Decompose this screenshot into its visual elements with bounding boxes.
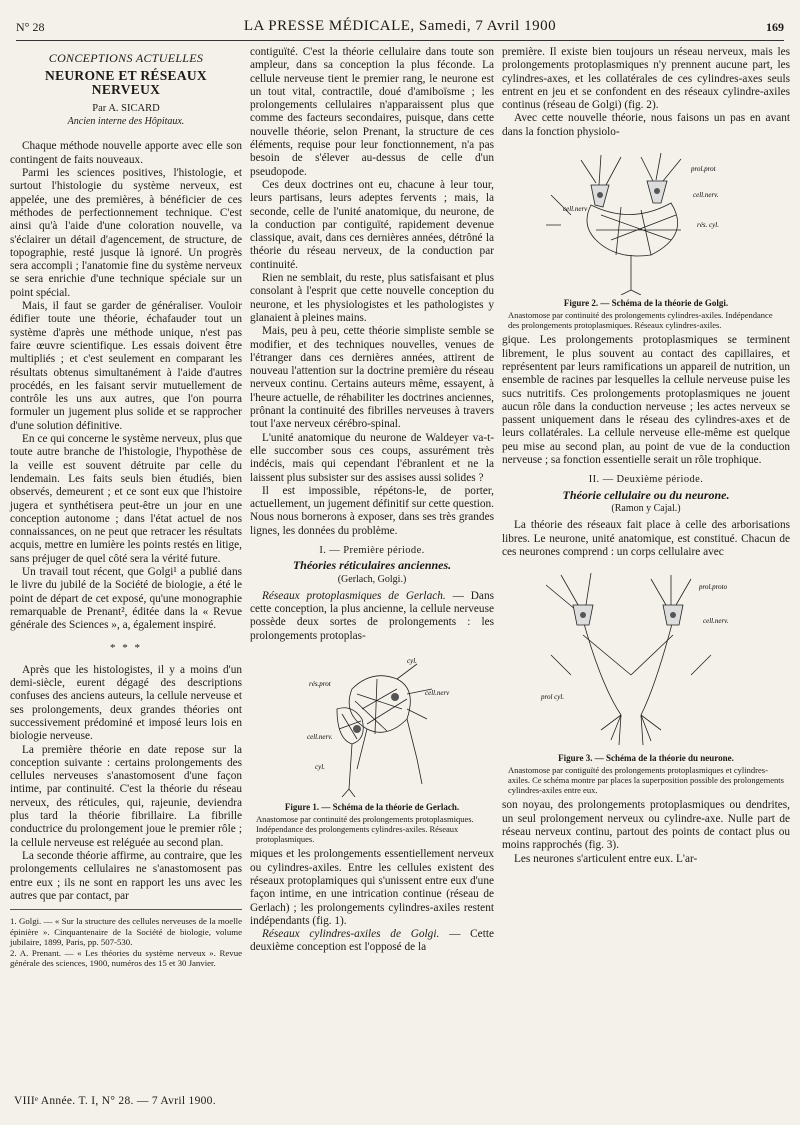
section-title: Théorie cellulaire ou du neurone. xyxy=(562,487,730,502)
page-number: 169 xyxy=(766,20,784,34)
column-3 xyxy=(502,46,790,866)
fig2-label: prol.prot xyxy=(691,165,716,174)
paragraph: son noyau, des prolongements protoplasmiques ou dendrites, un seul prolongement nerveux ou cylindre-axe. Nulle part de réseau nerveux continu, partout des points de contact plus ou moins rapprochés (fig. 3). xyxy=(502,799,790,852)
fig1-label: cell.nerv xyxy=(425,689,450,698)
paragraph: En ce qui concerne le système nerveux, plus que toute autre branche de l'histologie, l'hypothèse de la veille est souvent détruite par celle du lendemain. Les faits seuls bien étudiés, bien observés, demeurent ; et ce sont eux que l'histoire jugera et synthétisera peut-être un jour en une conception autonome ; dans l'état actuel de nos connaissances, on ne peut que retracer les résultats acquis, mettre en lumière les points restés en litige, sans préjuger de quel côté sera la vérité future. xyxy=(10,433,242,565)
paragraph xyxy=(250,590,494,643)
neurone-diagram xyxy=(521,565,771,750)
footnote-2: 2. A. Prenant. — « Les théories du système nerveux ». Revue générale des sciences, 1900, numéros des 15 et 30 Janvier. xyxy=(10,947,242,969)
paragraph: La seconde théorie affirme, au contraire, que les prolongements cellulaires ne s'anastomosent pas entre eux ; ils ne sont en rapport les uns avec les autres que par contact, par xyxy=(10,849,242,902)
golgi-diagram xyxy=(521,145,771,295)
paragraph: Ces deux doctrines ont eu, chacune à leur tour, leurs partisans, leurs adeptes fervents ; mais, la seconde, celle de l'unité anatomique, du neurone, de la conduction par contiguïté, rapidement devenue classique, avait, dans ces dernières années, détrôné la théorie du réseau nerveux, de la conduction par continuité. xyxy=(250,178,494,271)
fig2-label: cell.nerv. xyxy=(693,191,719,200)
paragraph: Après que les histologistes, il y a moins d'un demi-siècle, eurent dégagé des descriptions confuses des anciens auteurs, la cellule nerveuse et ses prolongements, deux grandes théories ont successivement prédominé et imposé leurs lois en biologie nerveuse. xyxy=(10,663,242,743)
paragraph: La théorie des réseaux fait place à celle des arborisations libres. Le neurone, unité anatomique, est constitué. Chacun de ces neurones comprend : un corps cellulaire avec xyxy=(502,519,790,558)
paragraph: Avec cette nouvelle théorie, nous faisons un pas en avant dans la fonction physiolo- xyxy=(502,112,790,138)
article-title: NEURONE ET RÉSEAUX NERVEUX xyxy=(45,68,207,97)
paragraph: gique. Les prolongements protoplasmiques se terminent librement, le plus souvent au contact des capillaires, et représentent par leurs ramifications un appareil de nutrition, un ensemble de racines par lesquelles la cellule nerveuse puise les sucs nutritifs. Ces prolongements protoplasmiques ne jouent aucun rôle dans la conduction nerveuse ; les actes nerveux se passent uniquement dans le réseau des cylindres-axes et de leurs collatérales. La cellule nerveuse elle-même est quelque peu mise au second plan, au point de vue de la conduction nerveuse ; sa fonction essentielle serait un rôle trophique. xyxy=(502,334,790,467)
section-authors: (Ramon y Cajal.) xyxy=(611,502,681,514)
fig2-label: rés. cyl. xyxy=(697,221,719,230)
paragraph-text: — Dans cette conception, la plus ancienne, la cellule nerveuse possède deux sortes de prolongements : les prolongements protoplas- xyxy=(250,589,494,642)
fig1-label: cyl. xyxy=(407,657,417,666)
figure-1-caption: Anastomose par continuité des prolongements protoplasmiques. Indépendance des prolongements cylindres-axiles. Réseaux protoplasmiques. xyxy=(256,814,474,845)
paragraph: La première théorie en date repose sur la conception suivante : certains prolongements des cellules nerveuses s'anastomosent d'une façon intime, par continuité. C'est la théorie du réseau nerveux, des réticules, qui, rajeunie, deviendra plus tard la théorie fibrillaire. La fibrille conductrice du prolongement joue le premier rôle ; la cellule nerveuse est reléguée au second plan. xyxy=(10,743,242,849)
article-byline: Par A. SICARD xyxy=(92,102,160,114)
paragraph: Un travail tout récent, que Golgi¹ a publié dans le livre du jubilé de la Société de biologie, a été le point de départ de cet exposé, qu'une monographie remarquable de Prenant², éditée dans la « Revue générale des Sciences », a, également inspiré. xyxy=(10,565,242,632)
fig1-label: rés.prot xyxy=(309,680,331,689)
section-heading: II. — Deuxième période. xyxy=(588,474,704,486)
fig1-label: cyl. xyxy=(315,763,325,772)
figure-2-caption: Anastomose par continuité des prolongements cylindres-axiles. Indépendance des prolongements protoplasmiques. Réseaux cylindres-axiles. xyxy=(508,310,773,331)
paragraph: Mais, peu à peu, cette théorie simpliste semble se modifier, et des techniques nouvelles, venues de l'étranger dans ces dernières années, attirent de nouveau l'attention sur la doctrine première du réseau nerveux continu. Certains auteurs même, essayent, à l'heure actuelle, de réhabiliter les doctrines anciennes, prônant la continuité des fibrilles nerveuses à travers tout l'axe nerveux cérébro-spinal. xyxy=(250,325,494,431)
figure-3-caption: Anastomose par contiguïté des prolongements protoplasmiques et cylindres-axiles. Ce schéma montre par places la superposition possible des prolongements cylindres-axiles entre eux. xyxy=(508,765,784,796)
page-footer: VIIIᵉ Année. T. I, N° 28. — 7 Avril 1900. xyxy=(14,1095,216,1107)
paragraph: Chaque méthode nouvelle apporte avec elle son contingent de faits nouveaux. xyxy=(10,140,242,166)
figure-3-title: Figure 3. — Schéma de la théorie du neurone. xyxy=(558,753,734,764)
issue-number: N° 28 xyxy=(16,20,45,34)
paragraph xyxy=(250,928,494,955)
section-separator: * * * xyxy=(110,642,142,655)
figure-2 xyxy=(502,145,790,330)
fig3-label: prol cyl. xyxy=(541,693,565,702)
paragraph: Il est impossible, répétons-le, de porter, actuellement, un jugement définitif sur cette question. Nous nous bornerons à exposer, dans ses très grandes lignes, les données du problème. xyxy=(250,484,494,537)
column-2 xyxy=(250,46,494,955)
paragraph-text: — Cette deuxième conception est l'opposé de la xyxy=(250,928,494,954)
figure-2-title: Figure 2. — Schéma de la théorie de Golgi. xyxy=(563,298,729,309)
figure-1 xyxy=(250,649,494,844)
article-kicker: CONCEPTIONS ACTUELLES xyxy=(48,51,204,65)
footnotes xyxy=(10,909,242,969)
fig1-label: cell.nerv. xyxy=(307,733,333,742)
section-heading: I. — Première période. xyxy=(319,544,425,556)
subheading: Réseaux protoplasmiques de Gerlach. xyxy=(262,589,446,602)
paragraph: Parmi les sciences positives, l'histologie, et surtout l'histologie du système nerveux, est appelée, une des premières, à bénéficier de ces méthodes de perfectionnement technique. C'est ainsi qu'à l'aide d'une coloration nouvelle, va s'éclairer un détail d'agencement, de structure, de topographie, resté jusque là ignoré. Un progrès sera accompli ; l'anatomie fine du système nerveux se sera enrichie d'une technique spéciale sur un point spécial. xyxy=(10,167,242,299)
column-1 xyxy=(10,46,242,969)
subheading: Réseaux cylindres-axiles de Golgi. xyxy=(262,928,440,941)
gerlach-diagram xyxy=(257,649,487,799)
section-authors: (Gerlach, Golgi.) xyxy=(337,573,407,585)
fig3-label: prol.proto xyxy=(699,583,728,592)
paragraph: Mais, il faut se garder de généraliser. Vouloir édifier toute une théorie, échafauder tout un système d'après une méthode unique, n'est pas faire œuvre scientifique. Les essais doivent être multipliés ; et c'est seulement en comparant les résultats obtenus simultanément à l'aide d'autres procédés, en les faisant servir mutuellement de contrôle les uns aux autres, que l'on pourra formuler un jugement plus solide et se rapprocher d'une solution définitive. xyxy=(10,300,242,432)
fig2-label: cell.nerv xyxy=(563,205,588,214)
journal-masthead: LA PRESSE MÉDICALE, Samedi, 7 Avril 1900 xyxy=(243,18,557,34)
paragraph: Rien ne semblait, du reste, plus satisfaisant et plus consolant à l'esprit que cette nouvelle conception du neurone, et les physiologistes et les pathologistes y glanaient à pleines mains. xyxy=(250,272,494,324)
paragraph: L'unité anatomique du neurone de Waldeyer va-t-elle succomber sous ces coups, assurément très indécis, mais qui cependant l'ébranlent et ne la laissent plus subsister sur des assises aussi solides ? xyxy=(250,431,494,484)
figure-1-title: Figure 1. — Schéma de la théorie de Gerlach. xyxy=(284,802,460,813)
section-title: Théories réticulaires anciennes. xyxy=(292,558,452,573)
page-header xyxy=(16,12,784,41)
fig3-label: cell.nerv. xyxy=(703,617,729,626)
paragraph: miques et les prolongements essentiellement nerveux ou cylindres-axiles. Entre les cellules existent des réseaux protoplamiques qui s'unissent entre eux d'une façon intime, en une intrication continue (réseau de Gerlach) ; les prolongements cylindres-axiles restent indépendants (fig. 1). xyxy=(250,848,494,927)
paragraph: Les neurones s'articulent entre eux. L'ar- xyxy=(514,852,698,865)
figure-3 xyxy=(502,565,790,795)
paragraph: première. Il existe bien toujours un réseau nerveux, mais les prolongements protoplasmiques n'y prennent aucune part, les cylindres-axes, et les collatérales de ces cylindres-axes seuls entrent en jeu et se confondent en des réseaux cylindre-axiles continus (réseau de Golgi) (fig. 2). xyxy=(502,46,790,112)
footnote-1: 1. Golgi. — « Sur la structure des cellules nerveuses de la moelle épinière ». Cinquantenaire de la Société de biologie, volume jubilaire, 1899, Paris, pp. 507-530. xyxy=(10,916,242,948)
paragraph: contiguïté. C'est la théorie cellulaire dans toute son ampleur, dans sa conception la plus féconde. La cellule nerveuse tient le premier rang, le neurone est un tout vital, contractile, doué d'amiboïsme ; les prolongements cellulaires n'apparaissent plus que comme des facteurs secondaires, puisque, dans cette nouvelle théorie, selon Prenant, la structure de ces éléments, requise pour leur fonctionnement, n'a pas besoin de s'élever au-dessus de celle d'un pseudopode. xyxy=(250,46,494,178)
author-role: Ancien interne des Hôpitaux. xyxy=(67,116,185,128)
